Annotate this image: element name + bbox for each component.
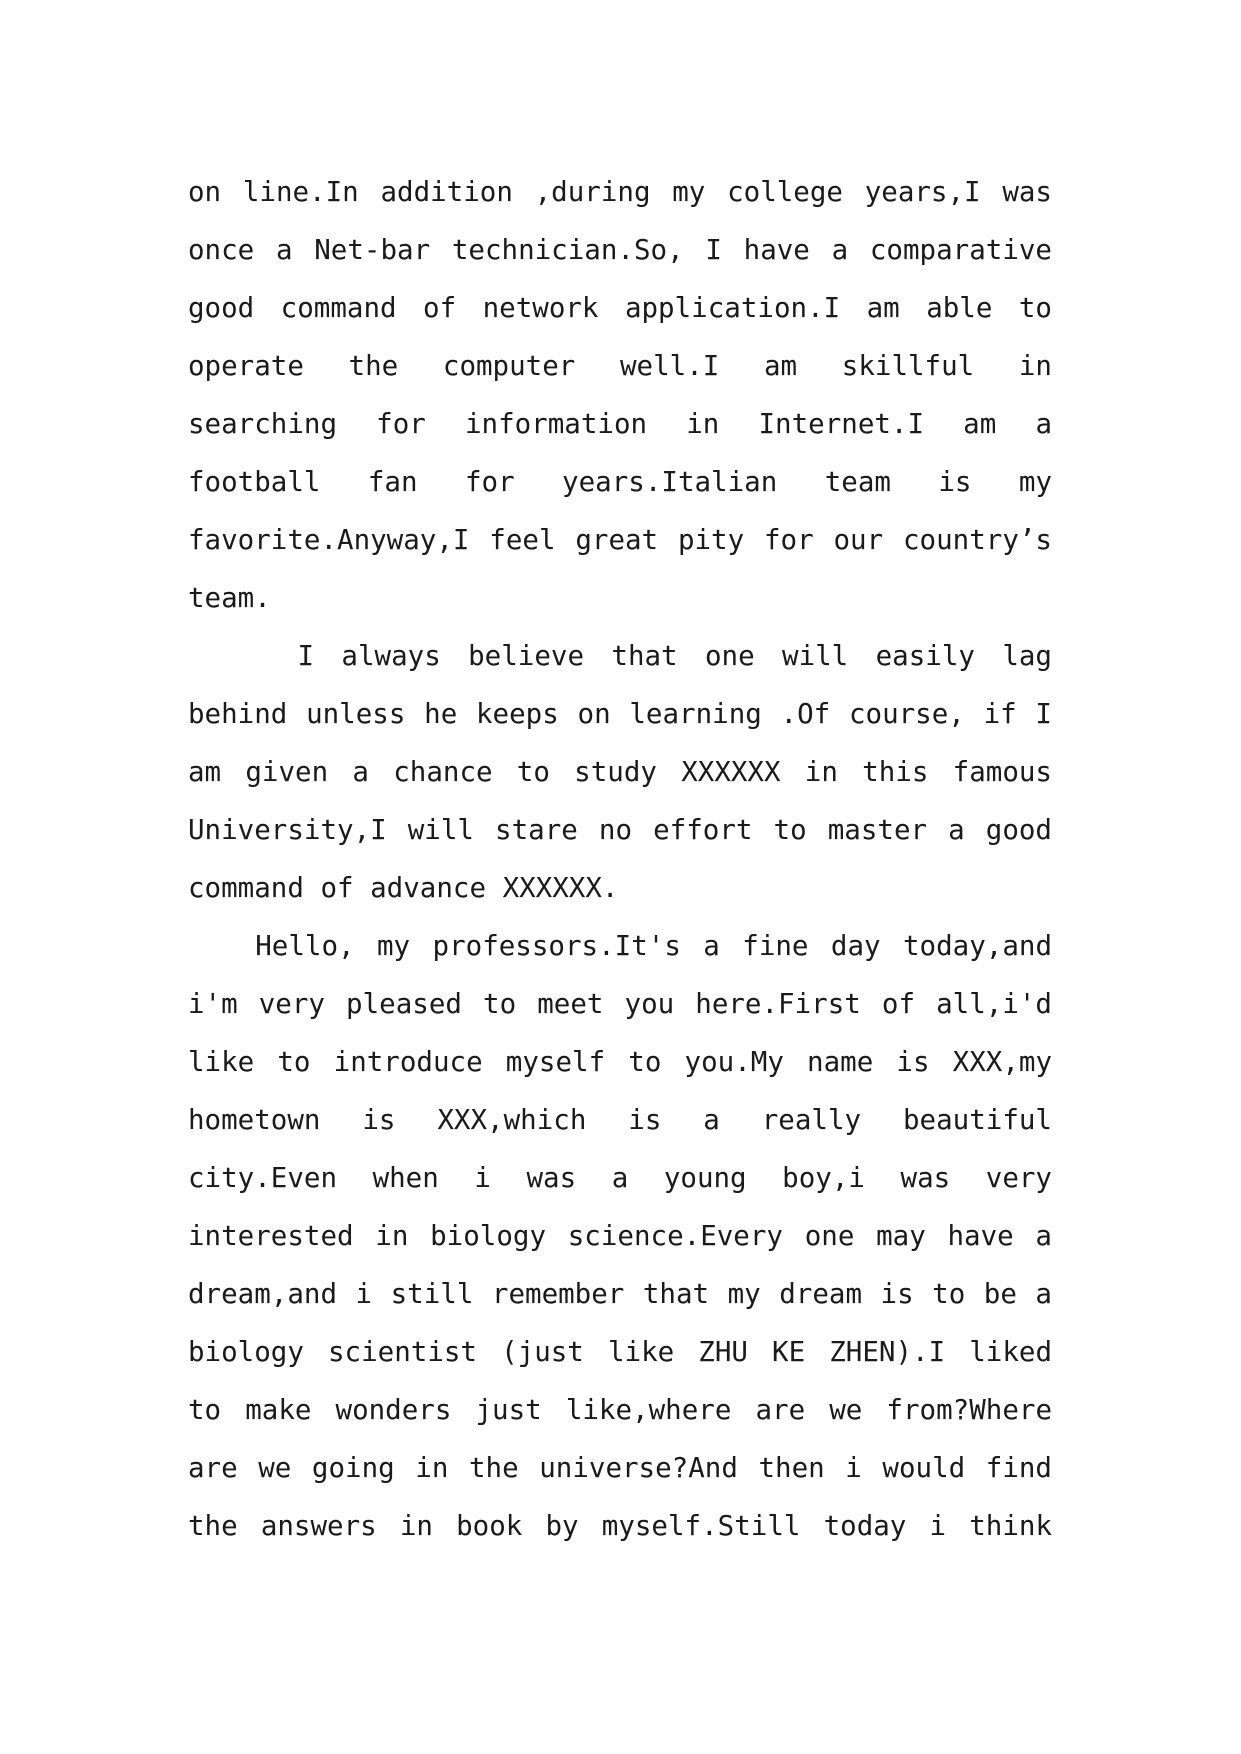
text-line: hometown is XXX,which is a really beautiful [188,1104,1052,1136]
text-line: city.Even when i was a young boy,i was very [188,1162,1052,1194]
text-line: favorite.Anyway,I feel great pity for our country’s [188,524,1052,556]
text-line: team. [188,582,271,614]
text-line: to make wonders just like,where are we from?Where [188,1394,1052,1426]
text-line: are we going in the universe?And then i would find [188,1452,1052,1484]
text-line: football fan for years.Italian team is my [188,466,1052,498]
text-line: command of advance XXXXXX. [188,872,619,904]
text-line: interested in biology science.Every one may have a [188,1220,1052,1252]
text-line: the answers in book by myself.Still today i think [188,1510,1052,1542]
text-line: am given a chance to study XXXXXX in this famous [188,756,1052,788]
text-line: like to introduce myself to you.My name is XXX,my [188,1046,1052,1078]
text-line: behind unless he keeps on learning .Of course, if I [188,698,1052,730]
text-line: i'm very pleased to meet you here.First of all,i'd [188,988,1052,1020]
text-line: searching for information in Internet.I am a [188,408,1052,440]
text-line: biology scientist (just like ZHU KE ZHEN).I liked [188,1336,1052,1368]
document-body-text [188,163,1052,1555]
text-line: on line.In addition ,during my college years,I was [188,176,1052,208]
text-line: dream,and i still remember that my dream is to be a [188,1278,1052,1310]
text-line: once a Net-bar technician.So, I have a comparative [188,234,1052,266]
text-line: I always believe that one will easily lag [188,640,1052,672]
text-line: University,I will stare no effort to master a good [188,814,1052,846]
text-line: Hello, my professors.It's a fine day today,and [188,930,1052,962]
text-line: operate the computer well.I am skillful in [188,350,1052,382]
text-line: good command of network application.I am able to [188,292,1052,324]
